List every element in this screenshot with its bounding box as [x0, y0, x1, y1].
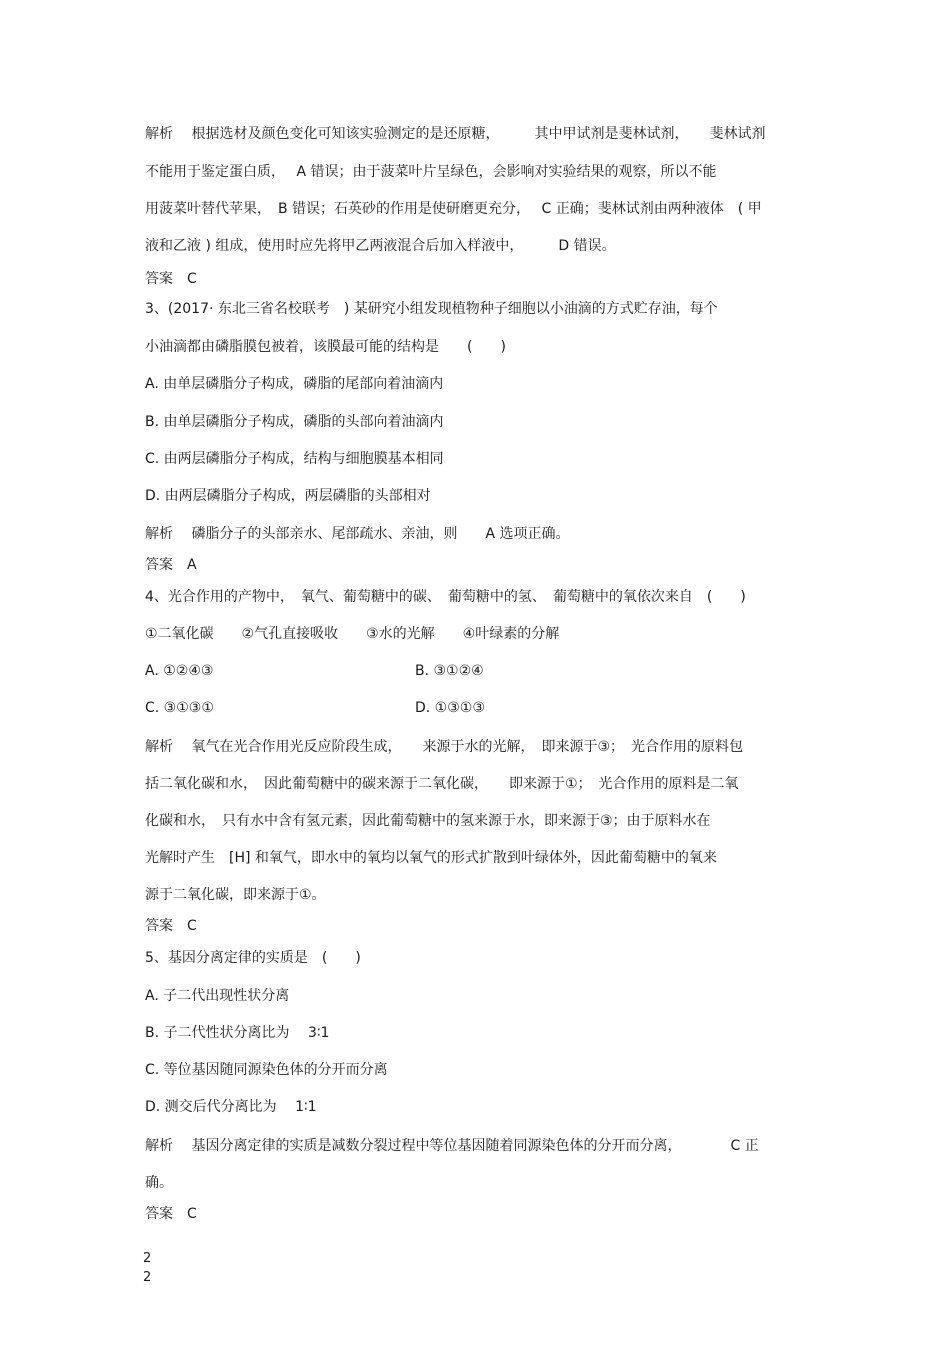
q2-analysis-line-3: 用菠菜叶替代苹果， B 错误；石英砂的作用是使研磨更充分， C 正确；斐林试剂由两种液体 ( 甲 [145, 201, 762, 217]
q4-option-b: B. ③①②④ [415, 663, 484, 679]
q3-stem-line-2: 小油滴都由磷脂膜包被着，该膜最可能的结构是 ( ) [145, 339, 506, 355]
q5-option-b: B. 子二代性状分离比为 3∶1 [145, 1025, 330, 1041]
q3-option-c: C. 由两层磷脂分子构成，结构与细胞膜基本相同 [145, 451, 444, 467]
q3-option-d: D. 由两层磷脂分子构成，两层磷脂的头部相对 [145, 488, 431, 504]
q3-stem-line-1: 3、(2017· 东北三省名校联考 ) 某研究小组发现植物种子细胞以小油滴的方式贮存油，每个 [145, 301, 718, 317]
q4-analysis-line-2: 括二氧化碳和水， 因此葡萄糖中的碳来源于二氧化碳， 即来源于①； 光合作用的原料是二氧 [145, 776, 739, 792]
q4-sources: ①二氧化碳 ②气孔直接吸收 ③水的光解 ④叶绿素的分解 [145, 626, 560, 642]
q2-analysis-line-4: 液和乙液 ) 组成，使用时应先将甲乙两液混合后加入样液中， D 错误。 [145, 238, 616, 254]
q2-answer: 答案 C [145, 271, 197, 287]
q5-answer: 答案 C [145, 1206, 197, 1222]
q4-answer: 答案 C [145, 918, 197, 934]
q3-option-b: B. 由单层磷脂分子构成，磷脂的头部向着油滴内 [145, 414, 444, 430]
q5-option-a: A. 子二代出现性状分离 [145, 988, 290, 1004]
q3-answer: 答案 A [145, 557, 197, 573]
q5-option-d: D. 测交后代分离比为 1∶1 [145, 1099, 317, 1115]
q4-analysis-line-5: 源于二氧化碳，即来源于①。 [145, 887, 326, 903]
q3-analysis: 解析 磷脂分子的头部亲水、尾部疏水、亲油，则 A 选项正确。 [145, 526, 570, 542]
q3-option-a: A. 由单层磷脂分子构成，磷脂的尾部向着油滴内 [145, 376, 444, 392]
q2-analysis-line-1: 解析 根据选材及颜色变化可知该实验测定的是还原糖， 其中甲试剂是斐林试剂， 斐林试剂 [145, 126, 766, 142]
q4-option-c: C. ③①③① [145, 700, 214, 716]
q4-analysis-line-1: 解析 氧气在光合作用光反应阶段生成， 来源于水的光解， 即来源于③； 光合作用的原料包 [145, 739, 743, 755]
q5-analysis-line-2: 确。 [145, 1175, 173, 1191]
page-number: 2 [143, 1251, 152, 1266]
q4-analysis-line-4: 光解时产生 [H] 和氧气，即水中的氧均以氧气的形式扩散到叶绿体外，因此葡萄糖中的氧来 [145, 850, 717, 866]
page-number-duplicate: 2 [143, 1270, 152, 1285]
q5-stem: 5、基因分离定律的实质是 ( ) [145, 950, 361, 966]
q5-analysis-line-1: 解析 基因分离定律的实质是减数分裂过程中等位基因随着同源染色体的分开而分离， C 正 [145, 1138, 759, 1154]
q4-analysis-line-3: 化碳和水， 只有水中含有氢元素，因此葡萄糖中的氢来源于水，即来源于③；由于原料水在 [145, 813, 711, 829]
q4-option-d: D. ①③①③ [415, 700, 485, 716]
q4-option-a: A. ①②④③ [145, 663, 214, 679]
q5-option-c: C. 等位基因随同源染色体的分开而分离 [145, 1062, 388, 1078]
q2-analysis-line-2: 不能用于鉴定蛋白质， A 错误；由于菠菜叶片呈绿色，会影响对实验结果的观察，所以不能 [145, 164, 717, 180]
q4-stem: 4、光合作用的产物中， 氧气、葡萄糖中的碳、 葡萄糖中的氢、 葡萄糖中的氧依次来自 ( ) [145, 589, 746, 605]
